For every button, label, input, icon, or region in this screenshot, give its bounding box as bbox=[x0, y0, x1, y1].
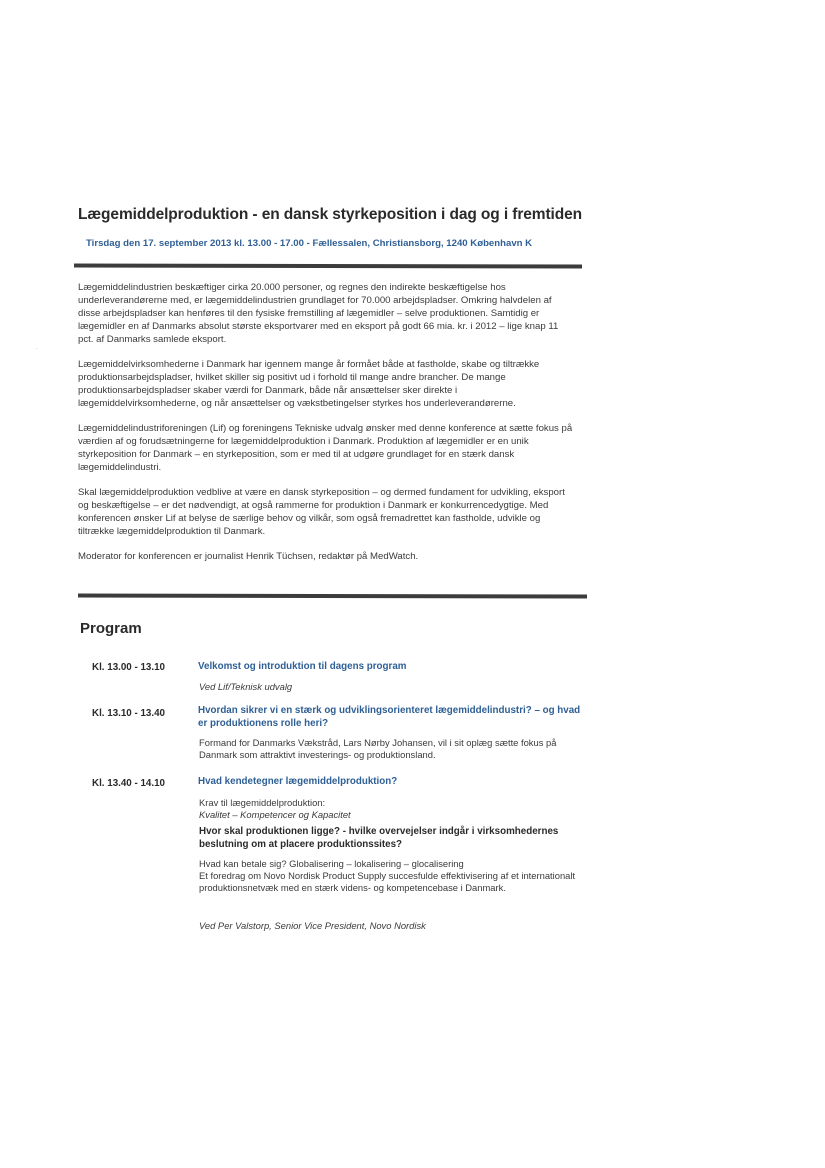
event-date-location: Tirsdag den 17. september 2013 kl. 13.00 - 17.00 - Fællessalen, Christiansborg, 1240 København K bbox=[86, 238, 533, 249]
intro-paragraph: Lægemiddelindustriforeningen (Lif) og foreningens Tekniske udvalg ønsker med denne konference at sætte fokus på værdien af og forudsætningerne for lægemiddelproduktion i Danmark. Produktion af lægemidler er en unik styrkeposition for Danmark – en styrkeposition, som er med til at udgøre grundlaget for en stærk dansk lægemiddelindustri. bbox=[78, 423, 573, 473]
agenda-title: Hvad kendetegner lægemiddelproduktion? bbox=[198, 776, 398, 787]
agenda-time: Kl. 13.40 - 14.10 bbox=[92, 778, 165, 789]
intro-paragraph: Lægemiddelvirksomhederne i Danmark har igennem mange år formået både at fastholde, skabe og tiltrække produktionsarbejdspladser, hvilket skiller sig positivt ud i forhold til mange andre brancher. De mange produktionsarbejdspladser skaber værdi for Danmark, både når ansættelser sker direkte i lægemiddelvirksomhederne, og når ansættelser og vækstbetingelser styrkes hos underleverandørerne. bbox=[78, 359, 540, 409]
program-heading: Program bbox=[80, 620, 142, 637]
agenda-speaker: Ved Lif/Teknisk udvalg bbox=[199, 681, 293, 692]
agenda-speaker: Ved Per Valstorp, Senior Vice President, Novo Nordisk bbox=[199, 920, 426, 931]
agenda-question: Hvor skal produktionen ligge? - hvilke overvejelser indgår i virksomhedernes beslutning om at placere produktionssites? bbox=[199, 826, 559, 850]
agenda-time: Kl. 13.10 - 13.40 bbox=[92, 708, 165, 719]
agenda-requirements: Kvalitet – Kompetencer og Kapacitet bbox=[199, 809, 351, 820]
intro-paragraph: Lægemiddelindustrien beskæftiger cirka 20.000 personer, og regnes den indirekte beskæftigelse hos underleverandørerne med, er lægemiddelindustrien grundlaget for 70.000 arbejdspladser. Omkring halvdelen af disse arbejdspladser kan henføres til den fysiske fremstilling af lægemidler – selve produktionen. Samtidig er lægemidler en af Danmarks absolut største eksportvarer med en eksport på godt 66 mia. kr. i 2012 – lige knap 11 pct. af Danmarks samlede eksport. bbox=[78, 282, 559, 345]
divider-top bbox=[74, 263, 582, 268]
agenda-requirements-label: Krav til lægemiddelproduktion: bbox=[199, 797, 326, 808]
agenda-description: Formand for Danmarks Vækstråd, Lars Nørby Johansen, vil i sit oplæg sætte fokus på Danmark som attraktivt investerings- og produktionsland. bbox=[199, 737, 557, 761]
agenda-title: Hvordan sikrer vi en stærk og udviklingsorienteret lægemiddelindustri? – og hvad er produktionens rolle heri? bbox=[198, 705, 581, 729]
document-title: Lægemiddelproduktion - en dansk styrkeposition i dag og i fremtiden bbox=[78, 206, 582, 223]
agenda-time: Kl. 13.00 - 13.10 bbox=[92, 662, 165, 673]
agenda-title: Velkomst og introduktion til dagens program bbox=[198, 661, 407, 672]
moderator-line: Moderator for konferencen er journalist Henrik Tüchsen, redaktør på MedWatch. bbox=[78, 551, 419, 563]
divider-bottom bbox=[78, 593, 587, 598]
agenda-description: Et foredrag om Novo Nordisk Product Supply succesfulde effektivisering af et internationalt produktionsnetvæk med en stærk videns- og kompetencebase i Danmark. bbox=[199, 870, 576, 894]
agenda-description: Hvad kan betale sig? Globalisering – lokalisering – glocalisering bbox=[199, 858, 464, 869]
intro-text bbox=[78, 282, 574, 577]
scan-speck bbox=[36, 348, 37, 349]
intro-paragraph: Skal lægemiddelproduktion vedblive at være en dansk styrkeposition – og dermed fundament for udvikling, eksport og beskæftigelse – er det nødvendigt, at også rammerne for produktion i Danmark er konkurrencedygtige. Med konferencen ønsker Lif at belyse de særlige behov og vilkår, som også fremadrettet kan fastholde, udvikle og tiltrække lægemiddelproduktion til Danmark. bbox=[78, 487, 565, 537]
